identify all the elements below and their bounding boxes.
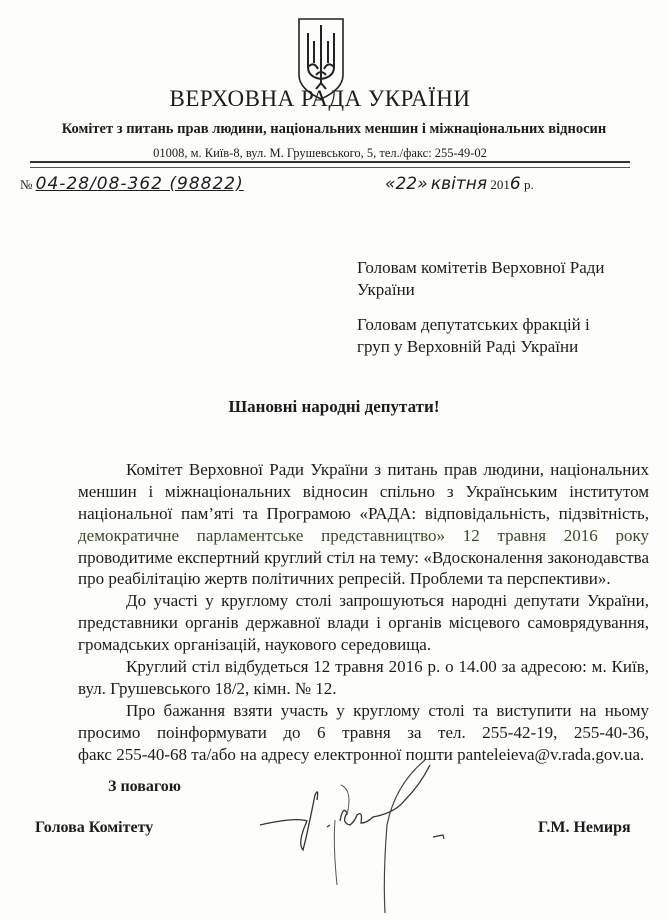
letter-date	[385, 174, 534, 194]
registration-number	[20, 174, 244, 194]
closing-regards: З повагою	[108, 778, 181, 795]
body-line: демократичне парламентське представництво» 12 травня 2016 року	[78, 525, 649, 545]
addressee-line: груп у Верховній Раді України	[357, 337, 579, 356]
body-line: Круглий стіл відбудеться 12 травня 2016 р. о 14.00 за адресою: м. Київ,	[126, 657, 649, 677]
body-line: вул. Грушевського 18/2, кімн. № 12.	[78, 678, 337, 698]
handwritten-number: 04-28/08-362 (98822)	[35, 174, 244, 194]
body-line: Про бажання взяти участь у круглому столі та виступити на ньому	[126, 700, 649, 720]
letter-body	[78, 459, 649, 765]
committee-name: Комітет з питань прав людини, національних меншин і міжнаціональних відносин	[61, 121, 607, 137]
date-day: «22»	[385, 174, 428, 194]
header-divider	[30, 161, 630, 168]
date-suffix: р.	[523, 177, 534, 192]
organization-title: ВЕРХОВНА РАДА УКРАЇНИ	[169, 86, 471, 111]
addressee-line: України	[357, 280, 415, 299]
body-line: представники органів державної влади і органів місцевого самоврядування,	[78, 613, 649, 633]
date-year-prefix: 201	[490, 177, 510, 192]
organization-address: 01008, м. Київ-8, вул. М. Грушевського, 5, тел./факс: 255-49-02	[153, 146, 487, 160]
date-month: квітня	[430, 174, 488, 194]
body-line: меншин і міжнаціональних відносин спільно з Українським інститутом	[78, 481, 649, 501]
date-year-digit: 6	[509, 174, 521, 194]
body-line: про реабілітацію жертв політичних репресій. Проблеми та перспективи».	[78, 569, 611, 589]
body-line: проводитиме експертний круглий стіл на тему: «Вдосконалення законодавства	[78, 547, 649, 567]
body-line: національної пам’яті та Програмою «РАДА: відповідальність, підзвітність,	[78, 503, 649, 523]
body-line: громадських організацій, наукового середовища.	[78, 635, 432, 655]
number-prefix: №	[20, 177, 33, 192]
addressee-factions	[357, 314, 657, 358]
addressee-committees	[357, 257, 657, 301]
signature-image	[255, 755, 465, 920]
body-line: просимо поінформувати до 6 травня за тел. 255-42-19, 255-40-36,	[78, 722, 649, 742]
body-line: факс 255-40-68 та/або на адресу електронної пошти panteleieva@v.rada.gov.ua.	[78, 744, 645, 764]
body-line: Комітет Верховної Ради України з питань прав людини, національних	[126, 460, 649, 479]
signer-name: Г.М. Немиря	[538, 819, 631, 836]
body-line: До участі у круглому столі запрошуються народні депутати України,	[126, 591, 649, 611]
addressee-line: Головам депутатських фракцій і	[357, 315, 590, 334]
greeting: Шановні народні депутати!	[228, 397, 440, 416]
addressee-line: Головам комітетів Верховної Ради	[357, 258, 605, 277]
signer-position: Голова Комітету	[35, 819, 154, 836]
